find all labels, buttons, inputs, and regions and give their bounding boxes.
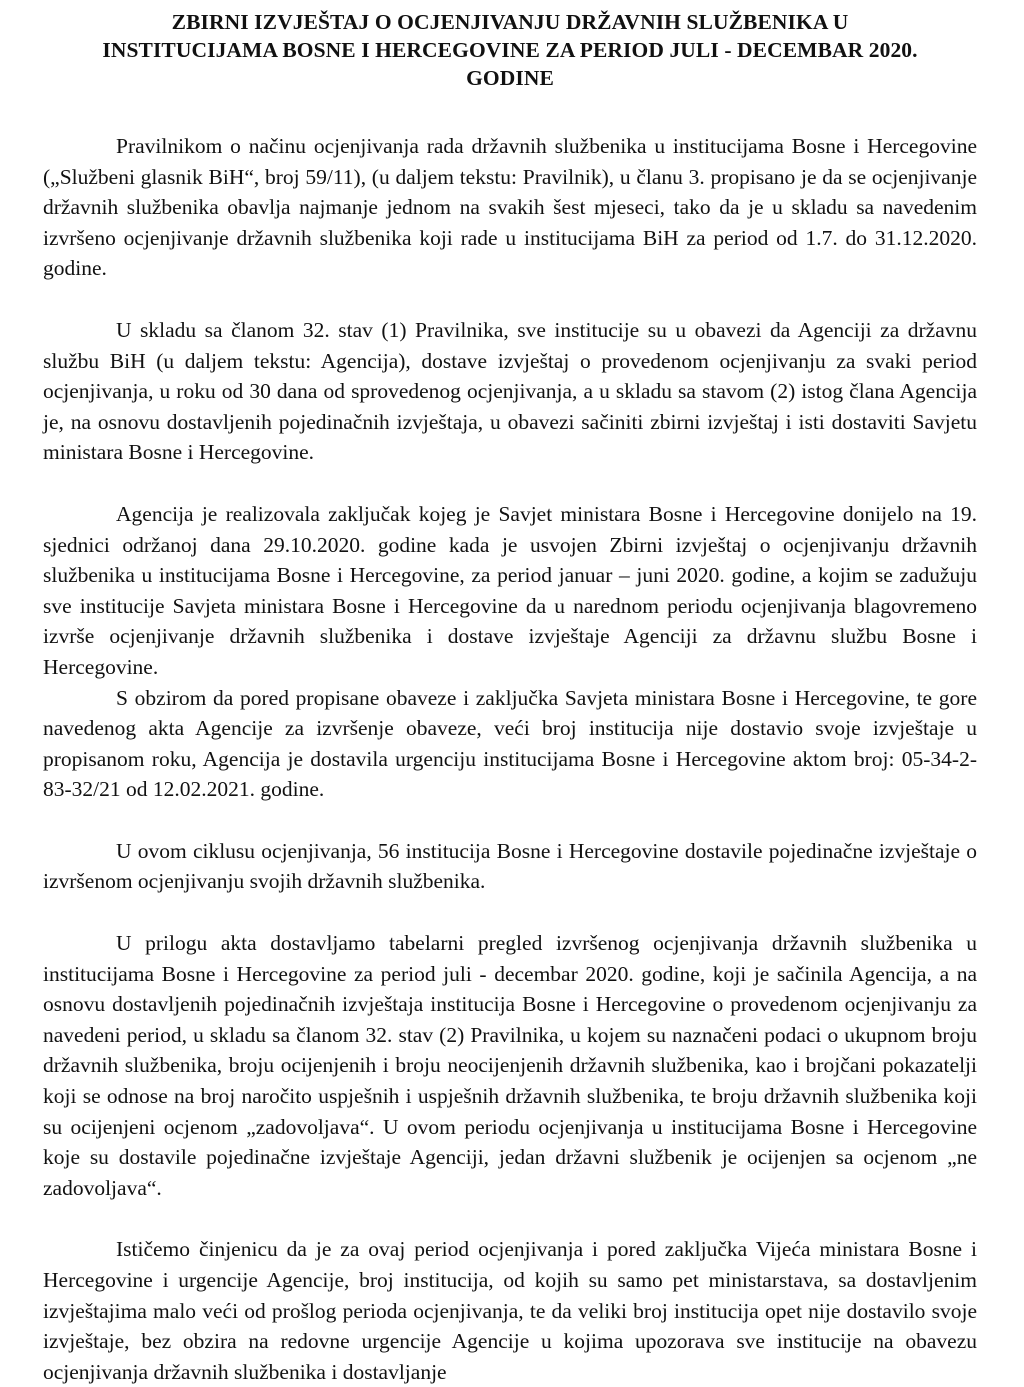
title-line-1: ZBIRNI IZVJEŠTAJ O OCJENJIVANJU DRŽAVNIH SLUŽBENIKA U bbox=[171, 10, 849, 34]
paragraph-urgencija: S obzirom da pored propisane obaveze i zaključka Savjeta ministara Bosne i Hercegovine, te gore navedenog akta Agencije za izvršenje obaveze, veći broj institucija nije dostavio svoje izvještaje u propisanom roku, Agencija je dostavila urgenciju institucijama Bosne i Hercegovine aktom broj: 05-34-2-83-32/21 od 12.02.2021. godine. bbox=[43, 685, 977, 802]
paragraph-ciklus: U ovom ciklusu ocjenjivanja, 56 institucija Bosne i Hercegovine dostavile pojedinačne izvještaje o izvršenom ocjenjivanju svojih državnih službenika. bbox=[43, 838, 977, 894]
paragraph-zakljucak: Agencija je realizovala zaključak kojeg je Savjet ministara Bosne i Hercegovine donijelo na 19. sjednici održanoj dana 29.10.2020. godine kada je usvojen Zbirni izvještaj o ocjenjivanju državnih službenika u institucijama Bosne i Hercegovine, za period januar – juni 2020. godine, a kojim se zadužuju sve institucije Savjeta ministara Bosne i Hercegovine da u narednom periodu ocjenjivanja blagovremeno izvrše ocjenjivanje državnih službenika i dostave izvještaje Agenciji za državnu službu Bosne i Hercegovine. bbox=[43, 501, 977, 679]
title-line-3: GODINE bbox=[466, 66, 554, 90]
paragraph-clan-32: U skladu sa članom 32. stav (1) Pravilnika, sve institucije su u obavezi da Agenciji za državnu službu BiH (u daljem tekstu: Agencija), dostave izvještaj o provedenom ocjenjivanju za svaki period ocjenjivanja, u roku od 30 dana od sprovedenog ocjenjivanja, a u skladu sa stavom (2) istog člana Agencija je, na osnovu dostavljenih pojedinačnih izvještaja, u obavezi sačiniti zbirni izvještaj i isti dostaviti Savjetu ministara Bosne i Hercegovine. bbox=[43, 317, 977, 465]
document-title bbox=[43, 8, 977, 92]
paragraph-prilog: U prilogu akta dostavljamo tabelarni pregled izvršenog ocjenjivanja državnih službenika u institucijama Bosne i Hercegovine za period juli - decembar 2020. godine, koji je sačinila Agencija, a na osnovu dostavljenih pojedinačnih izvještaja institucija Bosne i Hercegovine o provedenom ocjenjivanju za navedeni period, u skladu sa članom 32. stav (2) Pravilnika, u kojem su naznačeni podaci o ukupnom broju državnih službenika, broju ocijenjenih i broju neocijenjenih državnih službenika, kao i brojčani pokazatelji koji se odnose na broj naročito uspješnih i uspješnih državnih službenika, te broju državnih službenika koji su ocijenjeni ocjenom „zadovoljava“. U ovom periodu ocjenjivanja u institucijama Bosne i Hercegovine koje su dostavile pojedinačne izvještaje Agenciji, jedan državni službenik je ocijenjen sa ocjenom „ne zadovoljava“. bbox=[43, 931, 977, 1200]
paragraph-isticemo: Ističemo činjenicu da je za ovaj period ocjenjivanja i pored zaključka Vijeća ministara Bosne i Hercegovine i urgencije Agencije, broj institucija, od kojih su samo pet ministarstava, sa dostavljenim izvještajima malo veći od prošlog perioda ocjenjivanja, te da veliki broj institucija opet nije dostavilo svoje izvještaje, bez obzira na redovne urgencije Agencije u kojima upozorava sve institucije na obavezu ocjenjivanja državnih službenika i dostavljanje bbox=[43, 1237, 977, 1384]
paragraph-pravilnik: Pravilnikom o načinu ocjenjivanja rada državnih službenika u institucijama Bosne i Hercegovine („Službeni glasnik BiH“, broj 59/11), (u daljem tekstu: Pravilnik), u članu 3. propisano je da se ocjenjivanje državnih službenika obavlja najmanje jednom na svakih šest mjeseci, tako da je u skladu sa navedenim izvršeno ocjenjivanje državnih službenika koji rade u institucijama BiH za period od 1.7. do 31.12.2020. godine. bbox=[43, 134, 977, 281]
title-line-2: INSTITUCIJAMA BOSNE I HERCEGOVINE ZA PERIOD JULI - DECEMBAR 2020. bbox=[102, 38, 918, 62]
